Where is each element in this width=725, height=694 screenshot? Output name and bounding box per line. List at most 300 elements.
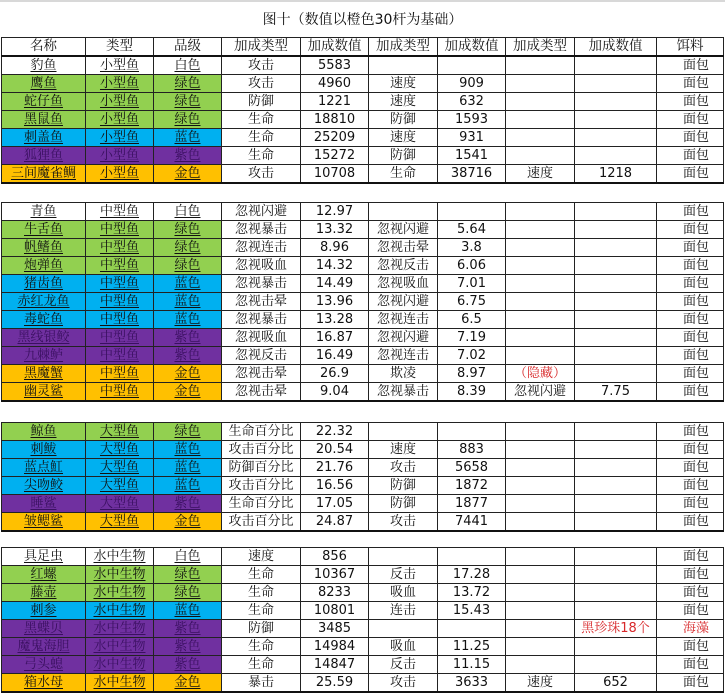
cell-bait-text: 面包: [682, 276, 709, 291]
cell-bonus-type-2: [369, 293, 438, 311]
cell-bonus-value-2: [438, 477, 506, 495]
cell-bonus-type-2: [369, 365, 438, 383]
cell-bait: [657, 365, 724, 383]
cell-bonus-value-2-text: 3633: [454, 675, 489, 690]
table-row: [2, 347, 724, 365]
cell-bonus-value-1: [301, 548, 369, 566]
header-row: [2, 38, 724, 57]
cell-bonus-value-1: [301, 347, 369, 365]
cell-bonus-value-1: [301, 513, 369, 532]
cell-name: [2, 293, 86, 311]
cell-bonus-type-1: [222, 111, 301, 129]
cell-type: [86, 638, 154, 656]
table-row: [2, 329, 724, 347]
cell-bonus-value-3: [575, 459, 657, 477]
cell-grade-text: 绿色: [174, 424, 201, 439]
cell-bonus-value-1: [301, 147, 369, 165]
cell-grade: [154, 620, 222, 638]
cell-type: [86, 147, 154, 165]
cell-grade-text: 紫色: [174, 348, 201, 363]
cell-bonus-type-2-text: 反击: [389, 657, 416, 672]
cell-bonus-type-2: [369, 239, 438, 257]
cell-bonus-value-3-text: 652: [603, 675, 628, 690]
cell-bonus-value-3: [575, 347, 657, 365]
cell-bonus-type-2: [369, 674, 438, 693]
cell-bait: [657, 584, 724, 602]
cell-bait: [657, 111, 724, 129]
cell-bonus-type-2-text: 忽视暴击: [376, 384, 429, 399]
cell-bonus-value-2: [438, 548, 506, 566]
cell-bonus-type-1: [222, 221, 301, 239]
cell-bonus-type-1-text: 生命: [247, 130, 274, 145]
cell-type: [86, 477, 154, 495]
table-row: [2, 165, 724, 184]
cell-bonus-type-1: [222, 239, 301, 257]
cell-grade-text: 金色: [174, 675, 201, 690]
cell-type: [86, 441, 154, 459]
cell-bonus-value-1: [301, 620, 369, 638]
cell-bonus-value-3: [575, 441, 657, 459]
cell-bonus-type-1-text: 忽视反击: [234, 348, 287, 363]
cell-bonus-value-1: [301, 602, 369, 620]
cell-bonus-value-2: [438, 221, 506, 239]
cell-bonus-type-2-text: 忽视闪避: [376, 330, 429, 345]
cell-bonus-value-1-text: 17.05: [315, 496, 354, 511]
cell-bonus-type-1: [222, 674, 301, 693]
cell-grade-text: 金色: [174, 514, 201, 529]
cell-bait: [657, 75, 724, 93]
cell-bonus-value-3: [575, 477, 657, 495]
cell-bait-text: 面包: [682, 366, 709, 381]
cell-name: [2, 129, 86, 147]
table-row: [2, 129, 724, 147]
cell-bonus-type-1-text: 忽视击晕: [234, 384, 287, 399]
cell-name-text: 毒蛇鱼: [23, 312, 63, 327]
cell-grade-text: 蓝色: [174, 294, 201, 309]
cell-bonus-value-2: [438, 311, 506, 329]
cell-bonus-type-3: [506, 495, 575, 513]
cell-name-text: 九棘鲈: [23, 348, 63, 363]
cell-bonus-type-2-text: 吸血: [389, 639, 416, 654]
cell-bonus-value-1-text: 22.32: [315, 424, 354, 439]
cell-bonus-value-2-text: 17.28: [452, 567, 491, 582]
cell-bonus-type-3: [506, 423, 575, 441]
cell-name: [2, 620, 86, 638]
cell-bonus-value-3: [575, 383, 657, 402]
cell-bonus-value-1-text: 14.49: [315, 276, 354, 291]
cell-bonus-type-2: [369, 495, 438, 513]
cell-name: [2, 584, 86, 602]
cell-bonus-value-1: [301, 311, 369, 329]
cell-bait-text: 面包: [682, 148, 709, 163]
cell-bonus-value-1: [301, 674, 369, 693]
cell-bonus-value-1: [301, 477, 369, 495]
cell-type-text: 小型鱼: [99, 112, 139, 127]
cell-bonus-value-2: [438, 459, 506, 477]
header-bonus-type-2: 加成类型: [369, 38, 438, 57]
cell-bait: [657, 548, 724, 566]
cell-bonus-value-2: [438, 203, 506, 221]
cell-grade: [154, 441, 222, 459]
cell-bonus-value-1-text: 25.59: [315, 675, 354, 690]
cell-bonus-type-2-text: 忽视吸血: [376, 276, 429, 291]
cell-bonus-value-1-text: 20.54: [315, 442, 354, 457]
cell-name: [2, 311, 86, 329]
cell-type: [86, 56, 154, 75]
cell-name: [2, 257, 86, 275]
cell-bonus-type-2: [369, 275, 438, 293]
cell-bait: [657, 383, 724, 402]
cell-bonus-value-1-text: 14.32: [315, 258, 354, 273]
cell-bonus-type-1: [222, 459, 301, 477]
table-row: [2, 239, 724, 257]
cell-bait-text: 面包: [682, 514, 709, 529]
cell-bonus-type-3: [506, 93, 575, 111]
cell-type: [86, 311, 154, 329]
cell-bait: [657, 441, 724, 459]
cell-type-text: 小型鱼: [99, 94, 139, 109]
cell-bait: [657, 56, 724, 75]
table-row: [2, 656, 724, 674]
cell-bonus-value-1-text: 21.76: [315, 460, 354, 475]
table-large-fish: [1, 422, 724, 532]
cell-name-text: 鲸鱼: [30, 424, 57, 439]
cell-bonus-value-2: [438, 239, 506, 257]
table-row: [2, 674, 724, 693]
cell-bait-text: 面包: [682, 496, 709, 511]
cell-bonus-type-1-text: 忽视暴击: [234, 222, 287, 237]
cell-type: [86, 674, 154, 693]
cell-name-text: 尖吻鲛: [23, 478, 63, 493]
cell-bonus-type-2: [369, 165, 438, 184]
cell-name: [2, 239, 86, 257]
cell-grade-text: 白色: [174, 58, 201, 73]
cell-grade-text: 紫色: [174, 330, 201, 345]
cell-bait: [657, 257, 724, 275]
cell-bonus-type-1-text: 生命: [247, 567, 274, 582]
cell-bait-text: 面包: [682, 639, 709, 654]
header-type: 类型: [86, 38, 154, 57]
cell-bait: [657, 638, 724, 656]
cell-type: [86, 347, 154, 365]
cell-bonus-value-1-text: 3485: [317, 621, 352, 636]
cell-bonus-value-1-text: 18810: [313, 112, 356, 127]
cell-bonus-value-3: [575, 293, 657, 311]
cell-grade-text: 蓝色: [174, 478, 201, 493]
cell-bonus-type-1-text: 生命百分比: [228, 424, 294, 439]
cell-name: [2, 423, 86, 441]
cell-bonus-type-2-text: 吸血: [389, 585, 416, 600]
cell-bonus-type-1: [222, 75, 301, 93]
cell-name-text: 红螺: [30, 567, 57, 582]
cell-bonus-type-3: [506, 459, 575, 477]
cell-bonus-value-2: [438, 656, 506, 674]
cell-name-text: 猪齿鱼: [23, 276, 63, 291]
cell-grade: [154, 495, 222, 513]
cell-bonus-type-3: [506, 513, 575, 532]
cell-bonus-value-2-text: 38716: [450, 166, 493, 181]
cell-grade-text: 蓝色: [174, 460, 201, 475]
cell-bonus-value-1-text: 4960: [317, 76, 352, 91]
cell-bonus-value-2-text: 7.02: [457, 348, 486, 363]
header-bonus-value-3: 加成数值: [575, 38, 657, 57]
table-row: [2, 423, 724, 441]
cell-name: [2, 477, 86, 495]
cell-bonus-type-3: [506, 656, 575, 674]
cell-bonus-type-1-text: 忽视击晕: [234, 366, 287, 381]
cell-bonus-value-1-text: 10801: [313, 603, 356, 618]
cell-bait-text: 面包: [682, 330, 709, 345]
cell-grade-text: 金色: [174, 384, 201, 399]
cell-bonus-type-1: [222, 584, 301, 602]
table-row: [2, 203, 724, 221]
cell-type: [86, 257, 154, 275]
cell-bonus-type-2-text: 忽视连击: [376, 312, 429, 327]
cell-bonus-value-1-text: 25209: [313, 130, 356, 145]
cell-name-text: 帆鳍鱼: [23, 240, 63, 255]
cell-bait-text: 面包: [682, 204, 709, 219]
cell-bonus-type-1: [222, 477, 301, 495]
cell-bonus-value-3: [575, 365, 657, 383]
cell-name: [2, 513, 86, 532]
cell-name: [2, 75, 86, 93]
cell-name-text: 箱水母: [23, 675, 63, 690]
cell-bonus-type-2-text: 反击: [389, 567, 416, 582]
cell-bonus-value-3: [575, 111, 657, 129]
cell-bonus-value-3: [575, 221, 657, 239]
header-bonus-value-1: 加成数值: [301, 38, 369, 57]
cell-bonus-type-1: [222, 656, 301, 674]
cell-type-text: 水中生物: [93, 603, 146, 618]
cell-grade-text: 绿色: [174, 112, 201, 127]
cell-grade: [154, 257, 222, 275]
cell-name-text: 黑鼠鱼: [23, 112, 63, 127]
cell-name: [2, 165, 86, 184]
cell-type-text: 大型鱼: [99, 424, 139, 439]
cell-name: [2, 602, 86, 620]
cell-type: [86, 566, 154, 584]
cell-bonus-type-1: [222, 165, 301, 184]
cell-bonus-value-2: [438, 513, 506, 532]
cell-bonus-type-2-text: 速度: [389, 130, 416, 145]
cell-grade: [154, 365, 222, 383]
cell-bonus-value-2: [438, 638, 506, 656]
cell-grade: [154, 293, 222, 311]
cell-bonus-type-2-text: 防御: [389, 478, 416, 493]
cell-bonus-value-3: [575, 423, 657, 441]
cell-grade-text: 蓝色: [174, 276, 201, 291]
cell-bonus-type-3: [506, 602, 575, 620]
cell-bonus-type-1: [222, 129, 301, 147]
cell-bait: [657, 165, 724, 184]
cell-type-text: 小型鱼: [99, 166, 139, 181]
table-row: [2, 147, 724, 165]
cell-grade-text: 紫色: [174, 657, 201, 672]
cell-bait: [657, 347, 724, 365]
cell-name: [2, 495, 86, 513]
cell-bonus-value-1-text: 12.97: [315, 204, 354, 219]
cell-bonus-value-1-text: 9.04: [320, 384, 349, 399]
cell-bonus-type-1-text: 攻击百分比: [228, 478, 294, 493]
header-bonus-type-3: 加成类型: [506, 38, 575, 57]
cell-bonus-type-1-text: 生命百分比: [228, 496, 294, 511]
cell-bonus-value-3: [575, 257, 657, 275]
table-row: [2, 638, 724, 656]
cell-bonus-type-1: [222, 383, 301, 402]
cell-bait-text: 面包: [682, 348, 709, 363]
cell-bonus-value-3: [575, 495, 657, 513]
cell-bonus-value-2: [438, 602, 506, 620]
cell-bonus-type-2: [369, 441, 438, 459]
cell-grade-text: 蓝色: [174, 603, 201, 618]
cell-bonus-type-2: [369, 656, 438, 674]
cell-bait-text: 面包: [682, 567, 709, 582]
cell-bait-text: 面包: [682, 384, 709, 399]
cell-bonus-type-2: [369, 56, 438, 75]
cell-grade-text: 白色: [174, 549, 201, 564]
cell-bonus-value-3: [575, 165, 657, 184]
cell-type-text: 水中生物: [93, 585, 146, 600]
cell-grade-text: 金色: [174, 366, 201, 381]
cell-bonus-type-3: [506, 311, 575, 329]
cell-bonus-type-3: [506, 56, 575, 75]
cell-name: [2, 147, 86, 165]
cell-bonus-value-1-text: 1221: [317, 94, 352, 109]
cell-bonus-type-1-text: 防御: [247, 94, 274, 109]
cell-name-text: 睡鲨: [30, 496, 57, 511]
cell-bonus-value-2: [438, 56, 506, 75]
cell-bonus-value-2-text: 8.39: [457, 384, 486, 399]
cell-bonus-type-2: [369, 477, 438, 495]
cell-bonus-value-2: [438, 93, 506, 111]
cell-bonus-type-1-text: 暴击: [247, 675, 274, 690]
cell-grade: [154, 477, 222, 495]
cell-name: [2, 548, 86, 566]
cell-bonus-type-3-text: 忽视闪避: [513, 384, 566, 399]
cell-bonus-value-3: [575, 203, 657, 221]
cell-grade-text: 绿色: [174, 258, 201, 273]
cell-bonus-type-2: [369, 147, 438, 165]
cell-bonus-type-1: [222, 620, 301, 638]
cell-bonus-value-2-text: 8.97: [457, 366, 486, 381]
cell-bonus-value-3: [575, 602, 657, 620]
cell-bonus-type-2: [369, 311, 438, 329]
cell-bait-text: 面包: [682, 76, 709, 91]
cell-type-text: 大型鱼: [99, 460, 139, 475]
cell-bait-text: 面包: [682, 222, 709, 237]
cell-bait: [657, 477, 724, 495]
cell-bonus-value-3: [575, 674, 657, 693]
cell-type: [86, 548, 154, 566]
cell-bonus-value-2: [438, 365, 506, 383]
cell-bonus-type-3: [506, 257, 575, 275]
cell-name-text: 鹰鱼: [30, 76, 57, 91]
cell-bonus-value-1: [301, 221, 369, 239]
cell-bonus-value-2-text: 11.25: [452, 639, 491, 654]
cell-grade: [154, 459, 222, 477]
cell-type-text: 中型鱼: [99, 276, 139, 291]
cell-bonus-value-3: [575, 56, 657, 75]
cell-grade-text: 紫色: [174, 496, 201, 511]
cell-bait-text: 面包: [682, 58, 709, 73]
cell-bait: [657, 329, 724, 347]
cell-bait: [657, 602, 724, 620]
cell-bonus-value-1-text: 10708: [313, 166, 356, 181]
cell-bait: [657, 221, 724, 239]
table-small-fish: [1, 37, 724, 184]
cell-name-text: 弓头螅: [23, 657, 63, 672]
cell-name: [2, 203, 86, 221]
cell-bonus-value-3: [575, 620, 657, 638]
cell-bonus-value-2: [438, 620, 506, 638]
cell-bait: [657, 275, 724, 293]
cell-type-text: 大型鱼: [99, 442, 139, 457]
cell-bonus-type-1-text: 忽视暴击: [234, 276, 287, 291]
table-row: [2, 566, 724, 584]
cell-grade-text: 绿色: [174, 240, 201, 255]
cell-name-text: 魔鬼海胆: [17, 639, 70, 654]
cell-grade: [154, 656, 222, 674]
table-row: [2, 548, 724, 566]
cell-type-text: 大型鱼: [99, 496, 139, 511]
cell-bonus-value-3: [575, 275, 657, 293]
cell-bonus-type-2: [369, 111, 438, 129]
cell-bonus-type-1: [222, 365, 301, 383]
cell-type-text: 水中生物: [93, 549, 146, 564]
cell-bonus-value-2: [438, 111, 506, 129]
cell-bonus-type-1: [222, 495, 301, 513]
cell-bonus-type-1-text: 攻击百分比: [228, 442, 294, 457]
cell-bonus-type-1-text: 生命: [247, 112, 274, 127]
cell-bonus-value-2: [438, 674, 506, 693]
cell-bonus-value-2-text: 1541: [454, 148, 489, 163]
cell-grade: [154, 638, 222, 656]
cell-bonus-value-2: [438, 495, 506, 513]
cell-bonus-value-1: [301, 459, 369, 477]
cell-bonus-type-1: [222, 56, 301, 75]
cell-bonus-type-1-text: 忽视击晕: [234, 294, 287, 309]
cell-bonus-value-1-text: 5583: [317, 58, 352, 73]
cell-bonus-value-1: [301, 111, 369, 129]
cell-bonus-type-3: [506, 221, 575, 239]
cell-bonus-type-1-text: 忽视连击: [234, 240, 287, 255]
cell-bonus-value-1: [301, 239, 369, 257]
cell-name-text: 幽灵鲨: [23, 384, 63, 399]
cell-bonus-type-3-text: 速度: [526, 675, 553, 690]
cell-bonus-value-3: [575, 129, 657, 147]
cell-bonus-type-2-text: 速度: [389, 94, 416, 109]
cell-bonus-type-1-text: 忽视暴击: [234, 312, 287, 327]
figure-title: 图十（数值以橙色30杆为基础）: [0, 0, 725, 37]
cell-bonus-type-3: [506, 477, 575, 495]
cell-type-text: 中型鱼: [99, 204, 139, 219]
cell-grade: [154, 129, 222, 147]
cell-bonus-value-3: [575, 638, 657, 656]
cell-grade-text: 绿色: [174, 585, 201, 600]
cell-bonus-value-2-text: 1877: [454, 496, 489, 511]
cell-bait-text: 面包: [682, 478, 709, 493]
cell-bonus-value-3-text: 7.75: [601, 384, 630, 399]
cell-bonus-value-1: [301, 423, 369, 441]
header-bait: 饵料: [657, 38, 724, 57]
cell-bonus-value-3: [575, 311, 657, 329]
cell-bonus-type-1-text: 忽视吸血: [234, 330, 287, 345]
cell-bonus-value-1: [301, 566, 369, 584]
table-row: [2, 56, 724, 75]
cell-bonus-value-2-text: 13.72: [452, 585, 491, 600]
cell-bait-text: 面包: [682, 130, 709, 145]
cell-bonus-value-1-text: 16.49: [315, 348, 354, 363]
